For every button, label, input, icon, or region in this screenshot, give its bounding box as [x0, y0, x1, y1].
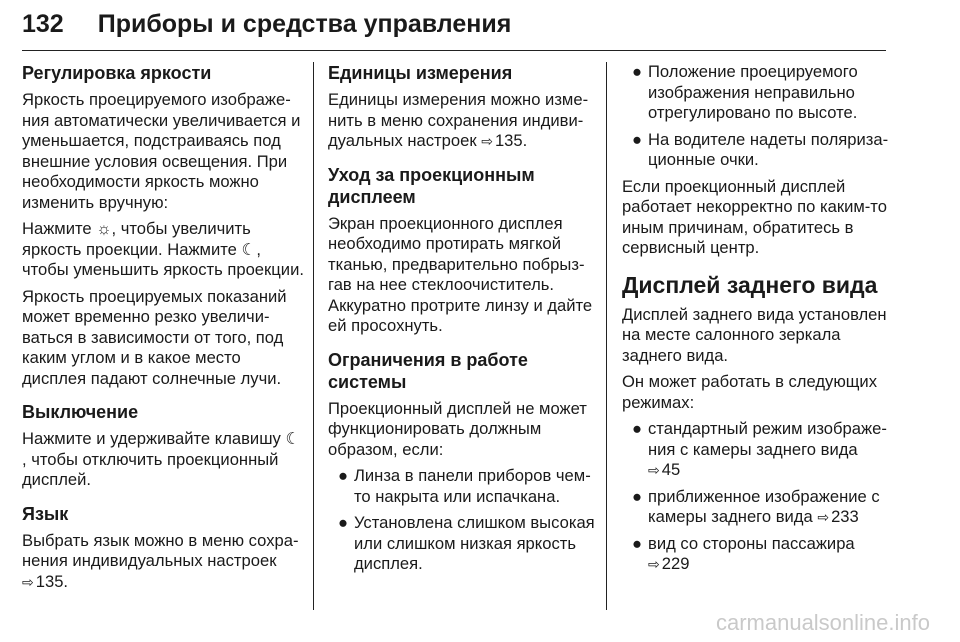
- list-item: [328, 513, 596, 575]
- column-3: [622, 62, 892, 581]
- page-header: [22, 10, 886, 51]
- text: , чтобы уменьшить яркость проекции.: [22, 239, 304, 279]
- bullet-icon: ●: [338, 466, 349, 485]
- sun-icon: ☼: [96, 219, 112, 238]
- text: , чтобы увеличить яркость проекции. Нажмите: [22, 219, 251, 259]
- text: Нажмите и удерживайте клавишу: [22, 429, 281, 448]
- page-number: 132: [22, 10, 64, 38]
- heading-units: Единицы измерения: [328, 63, 513, 83]
- list-item-text: [648, 487, 892, 528]
- text: стандартный режим изображения с камеры заднего вида: [648, 419, 887, 459]
- text: , чтобы отключить проекционный дисплей.: [22, 449, 279, 489]
- bullet-icon: ●: [632, 419, 643, 438]
- moon-icon: ☾: [241, 239, 257, 259]
- paragraph: [22, 531, 304, 593]
- moon-icon: ☾: [285, 429, 301, 448]
- bullet-icon: ●: [632, 129, 643, 149]
- paragraph: Если проекционный дисплей работает некорректно по каким-то иным причинам, обратитесь в сервисный центр.: [622, 176, 887, 257]
- bullet-icon: ●: [338, 513, 349, 532]
- bullet-icon: ●: [632, 486, 643, 506]
- column-2: [328, 62, 596, 581]
- watermark: carmanualsonline.info: [715, 610, 930, 635]
- paragraph: Дисплей заднего вида установлен на месте салонного зеркала заднего вида.: [622, 304, 887, 365]
- text: вид со стороны пассажира: [648, 533, 855, 553]
- column-divider: [606, 62, 607, 610]
- list-item: [622, 130, 892, 171]
- paragraph: Яркость проецируемого изображения автоматически увеличивается и уменьшается, подстраиваясь под внешние условия освещения. При необходимости яркость можно изменить вручную:: [22, 90, 301, 212]
- bullet-icon: ●: [632, 62, 643, 81]
- list-item-text: Установлена слишком высокая или слишком низкая яркость дисплея.: [354, 513, 595, 573]
- list-item: [622, 534, 892, 575]
- list-item-text: На водителе надеты поляризационные очки.: [648, 129, 889, 169]
- paragraph: [328, 90, 596, 152]
- heading-rear-view-display: Дисплей заднего вида: [622, 271, 878, 298]
- heading-care: Уход за проекционным дисплеем: [328, 164, 535, 207]
- paragraph: [22, 219, 304, 281]
- bullet-icon: ●: [632, 533, 643, 553]
- text: Единицы измерения можно изменить в меню сохранения индивидуальных настроек: [328, 90, 589, 150]
- list-item: [622, 62, 892, 124]
- text: приближенное изображение с камеры заднего вида: [648, 486, 880, 526]
- list-item: [328, 466, 596, 507]
- paragraph: [22, 429, 304, 491]
- list-item-text: [648, 534, 892, 575]
- heading-limitations: Ограничения в работе системы: [328, 349, 528, 392]
- paragraph: Проекционный дисплей не может функционировать должным образом, если:: [328, 398, 587, 459]
- page-reference[interactable]: ⇨ 45: [648, 460, 680, 479]
- heading-off: Выключение: [22, 402, 139, 422]
- paragraph: Яркость проецируемых показаний может временно резко увеличиваться в зависимости от того, под каким углом и в какое место дисплея падают солнечные лучи.: [22, 286, 287, 388]
- list-item-text: [648, 419, 892, 481]
- column-divider: [313, 62, 314, 610]
- list-item: [622, 419, 892, 481]
- column-1: [22, 62, 304, 598]
- page-reference[interactable]: ⇨ 233: [817, 507, 858, 526]
- paragraph: Экран проекционного дисплея необходимо протирать мягкой тканью, предварительно побрызгав на нее стеклоочиститель. Аккуратно протрите линзу и дайте ей просохнуть.: [328, 213, 593, 335]
- heading-language: Язык: [22, 503, 69, 524]
- page-reference[interactable]: ⇨ 135.: [481, 131, 527, 150]
- page-title: Приборы и средства управления: [97, 10, 512, 38]
- text: Нажмите: [22, 219, 92, 238]
- list-item-text: Положение проецируемого изображения неправильно отрегулировано по высоте.: [648, 62, 858, 122]
- heading-brightness: Регулировка яркости: [22, 63, 212, 83]
- text: Выбрать язык можно в меню сохранения индивидуальных настроек: [22, 530, 299, 570]
- page-reference[interactable]: ⇨ 135.: [22, 572, 68, 591]
- page-reference[interactable]: ⇨ 229: [648, 554, 689, 573]
- list-item-text: Линза в панели приборов чем-то накрыта или испачкана.: [354, 466, 591, 506]
- list-item: [622, 487, 892, 528]
- paragraph: Он может работать в следующих режимах:: [622, 372, 877, 412]
